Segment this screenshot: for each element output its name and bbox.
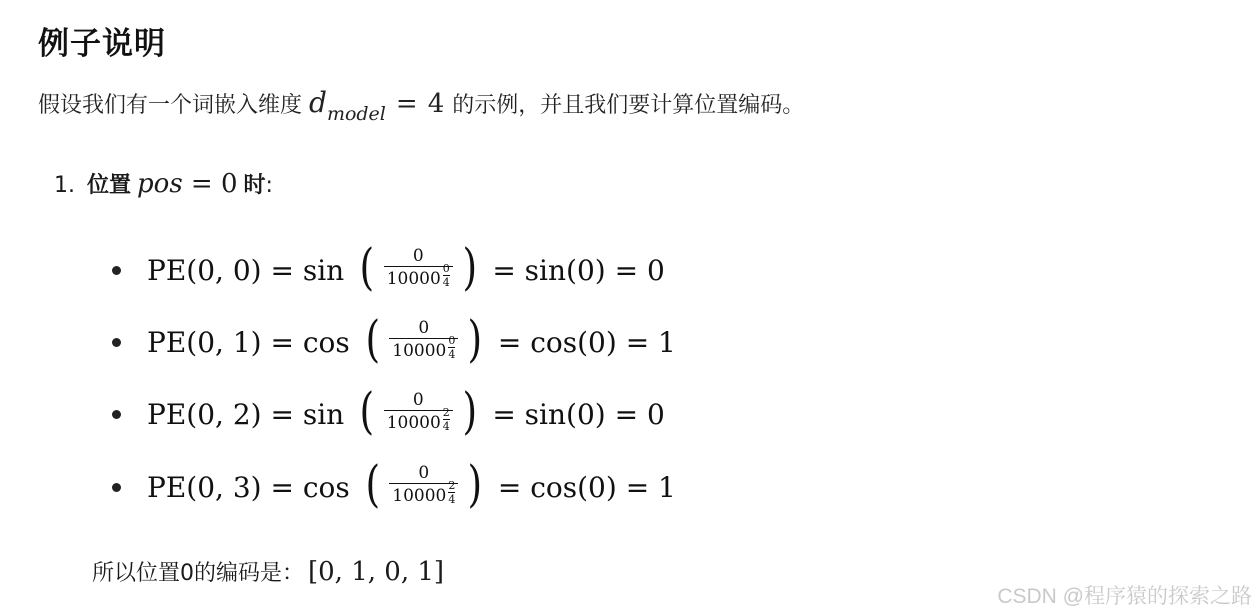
summary-line: [92, 556, 444, 587]
power-base: 10000: [392, 486, 447, 506]
intro-paragraph: [38, 86, 805, 125]
left-paren: (: [365, 455, 380, 513]
exponent-numerator: 0: [442, 262, 450, 275]
formula-row: [112, 310, 676, 374]
formula-rhs: = cos(0) = 1: [497, 470, 676, 504]
item-bold-suffix: 时: [243, 173, 266, 198]
bullet-dot: [112, 483, 121, 492]
power-base: 10000: [386, 413, 441, 433]
exponent-denominator: 4: [442, 276, 450, 289]
fraction-denominator: [384, 262, 453, 294]
fraction: [389, 318, 458, 366]
right-paren: ): [467, 455, 483, 513]
math-value-4: 4: [427, 89, 445, 119]
formula-lhs: PE(0, 0) = sin: [147, 253, 345, 287]
item-bold-prefix: 位置: [87, 173, 132, 198]
fraction-numerator: 0: [418, 463, 430, 483]
exponent-fraction: [443, 407, 450, 432]
item-colon: :: [265, 173, 273, 198]
intro-suffix: 的示例，并且我们要计算位置编码。: [452, 93, 805, 118]
power-base: 10000: [386, 269, 441, 289]
math-equals: =: [395, 89, 418, 119]
formula-lhs: PE(0, 2) = sin: [147, 397, 345, 431]
exponent-numerator: 2: [448, 479, 456, 492]
formula-row: [112, 382, 665, 446]
left-paren: (: [365, 310, 380, 368]
formula-row: [112, 455, 676, 519]
left-paren: (: [359, 382, 375, 440]
right-paren: ): [467, 310, 483, 368]
right-paren: ): [462, 238, 477, 296]
exponent-denominator: 4: [448, 493, 456, 506]
power-base: 10000: [392, 341, 447, 361]
formula-rhs: = sin(0) = 0: [492, 253, 665, 287]
bullet-dot: [112, 410, 121, 419]
exponent-fraction: [448, 480, 455, 505]
formula-lhs: PE(0, 3) = cos: [147, 470, 350, 504]
bullet-dot: [112, 266, 121, 275]
fraction-denominator: [389, 479, 458, 511]
fraction-denominator: [384, 406, 453, 438]
math-var-d: d: [309, 86, 327, 119]
list-item-position-0: [54, 168, 273, 199]
exponent-fraction: [443, 263, 450, 288]
list-index: 1.: [54, 173, 75, 198]
fraction-denominator: [389, 334, 458, 366]
exponent-fraction: [448, 335, 455, 360]
exponent-numerator: 2: [442, 406, 450, 419]
fraction-numerator: 0: [412, 246, 424, 266]
math-value-0: 0: [220, 169, 238, 199]
math-equals: =: [190, 169, 213, 199]
formula-rhs: = cos(0) = 1: [497, 325, 676, 359]
exponent-denominator: 4: [448, 348, 456, 361]
formula-rhs: = sin(0) = 0: [492, 397, 665, 431]
formula-lhs: PE(0, 1) = cos: [147, 325, 350, 359]
bullet-dot: [112, 338, 121, 347]
exponent-denominator: 4: [442, 420, 450, 433]
fraction: [384, 390, 453, 438]
fraction: [384, 246, 453, 294]
math-var-pos: pos: [137, 169, 183, 199]
left-paren: (: [359, 238, 375, 296]
summary-text: 所以位置0的编码是：: [92, 561, 304, 586]
csdn-watermark: CSDN @程序猿的探索之路: [997, 585, 1252, 608]
exponent-numerator: 0: [448, 334, 456, 347]
fraction: [389, 463, 458, 511]
right-paren: ): [462, 382, 477, 440]
section-heading: 例子说明: [38, 26, 166, 62]
fraction-numerator: 0: [412, 390, 424, 410]
fraction-numerator: 0: [418, 318, 430, 338]
intro-prefix: 假设我们有一个词嵌入维度: [38, 93, 309, 118]
formula-row: [112, 238, 665, 302]
math-subscript-model: model: [326, 103, 386, 125]
encoding-vector: [0, 1, 0, 1]: [308, 557, 445, 587]
